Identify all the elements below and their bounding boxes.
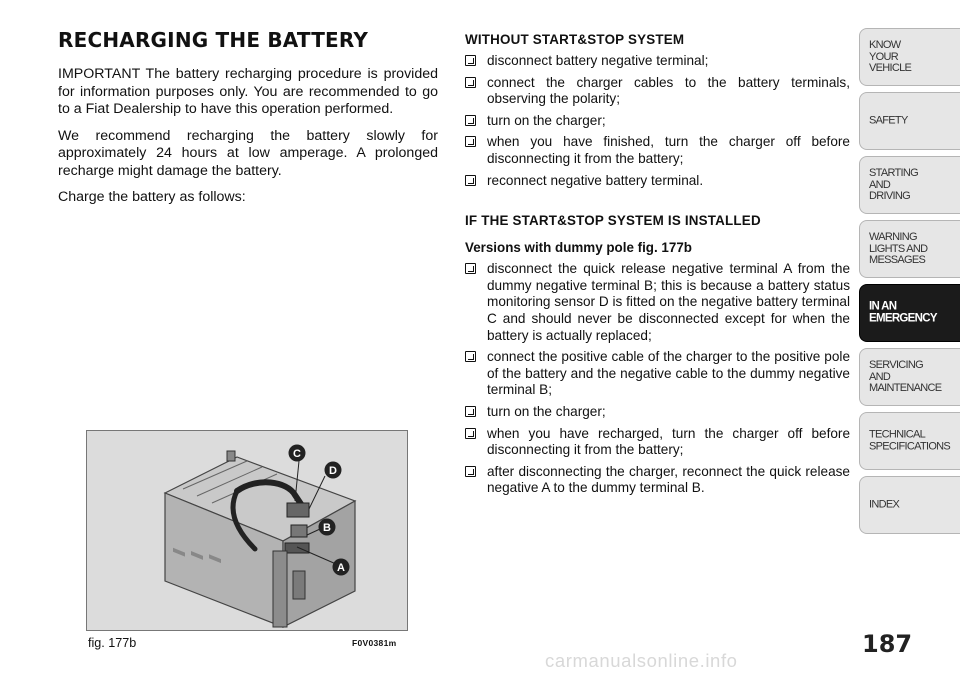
step-text: when you have recharged, turn the charger off before disconnecting it from the battery;	[487, 425, 850, 458]
step-text: disconnect battery negative terminal;	[487, 53, 709, 68]
step-text: connect the positive cable of the charger to the positive pole of the battery and the negative cable to the dummy negative terminal B;	[487, 349, 850, 398]
tab-warning-lights[interactable]	[859, 220, 960, 278]
checkbox-bullet-icon	[465, 136, 476, 147]
step-item	[465, 464, 850, 497]
checkbox-bullet-icon	[465, 77, 476, 88]
step-text: when you have finished, turn the charger off before disconnecting it from the battery;	[487, 134, 850, 166]
page-number: 187	[862, 630, 913, 658]
step-text: disconnect the quick release negative terminal A from the dummy negative terminal B; this is because a battery status monitoring sensor D is fitted on the negative battery terminal C and should never be disconnected except for when the battery is actually replaced;	[487, 261, 850, 343]
figure-code: F0V0381m	[352, 638, 397, 648]
tab-label: IN AN EMERGENCY	[869, 300, 937, 324]
tab-label: KNOW YOUR VEHICLE	[869, 38, 912, 74]
step-item	[465, 261, 850, 344]
callout-a: A	[337, 562, 345, 574]
charge-intro-paragraph: Charge the battery as follows:	[58, 189, 246, 205]
tab-starting-and-driving[interactable]	[859, 156, 960, 214]
callout-b: B	[323, 522, 331, 534]
tab-label: INDEX	[869, 498, 900, 511]
checkbox-bullet-icon	[465, 175, 476, 186]
callout-d: D	[329, 465, 337, 477]
page-title: RECHARGING THE BATTERY	[58, 28, 369, 52]
checkbox-bullet-icon	[465, 115, 476, 126]
step-item	[465, 173, 850, 190]
left-column	[58, 28, 438, 216]
step-text: connect the charger cables to the battery terminals, observing the polarity;	[487, 74, 850, 107]
step-item	[465, 75, 850, 108]
tab-servicing-and-maintenance[interactable]	[859, 348, 960, 406]
checkbox-bullet-icon	[465, 263, 476, 274]
checkbox-bullet-icon	[465, 428, 476, 439]
right-column	[465, 32, 850, 502]
step-item	[465, 134, 850, 167]
tab-safety[interactable]	[859, 92, 960, 150]
chapter-tabs	[859, 28, 960, 540]
step-text: after disconnecting the charger, reconnect the quick release negative A to the dummy terminal B.	[487, 463, 850, 496]
section-heading-with-startstop: IF THE START&STOP SYSTEM IS INSTALLED	[465, 213, 761, 229]
step-item	[465, 404, 850, 421]
recommendation-paragraph: We recommend recharging the battery slowly for approximately 24 hours at low amperage. A prolonged recharge might damage the battery.	[58, 127, 438, 179]
tab-label: STARTING AND DRIVING	[869, 166, 918, 202]
battery-illustration	[87, 431, 407, 630]
step-item	[465, 53, 850, 70]
checkbox-bullet-icon	[465, 55, 476, 66]
tab-know-your-vehicle[interactable]	[859, 28, 960, 86]
watermark: carmanualsonline.info	[545, 650, 738, 671]
steps-with-startstop	[465, 261, 850, 497]
callout-c: C	[293, 448, 301, 460]
step-item	[465, 349, 850, 399]
tab-label: SAFETY	[869, 114, 908, 127]
tab-in-an-emergency[interactable]	[859, 284, 960, 342]
checkbox-bullet-icon	[465, 406, 476, 417]
checkbox-bullet-icon	[465, 466, 476, 477]
tab-label: WARNING LIGHTS AND MESSAGES	[869, 230, 928, 266]
step-item	[465, 113, 850, 130]
step-item	[465, 426, 850, 459]
step-text: turn on the charger;	[487, 403, 606, 419]
tab-label: TECHNICAL SPECIFICATIONS	[869, 428, 951, 452]
step-text: reconnect negative battery terminal.	[487, 172, 704, 188]
section-heading-without-startstop: WITHOUT START&STOP SYSTEM	[465, 32, 685, 47]
important-paragraph: IMPORTANT The battery recharging procedure is provided for information purposes only. You are recommended to go to a Fiat Dealership to have this operation performed.	[58, 66, 438, 117]
step-text: turn on the charger;	[487, 112, 606, 128]
tab-label: SERVICING AND MAINTENANCE	[869, 358, 942, 394]
tab-technical-specifications[interactable]	[859, 412, 960, 470]
figure-caption: fig. 177b	[88, 636, 137, 650]
tab-index[interactable]	[859, 476, 960, 534]
dummy-pole-subheading: Versions with dummy pole fig. 177b	[465, 240, 692, 256]
battery-figure	[86, 430, 408, 631]
checkbox-bullet-icon	[465, 351, 476, 362]
steps-without-startstop	[465, 53, 850, 189]
